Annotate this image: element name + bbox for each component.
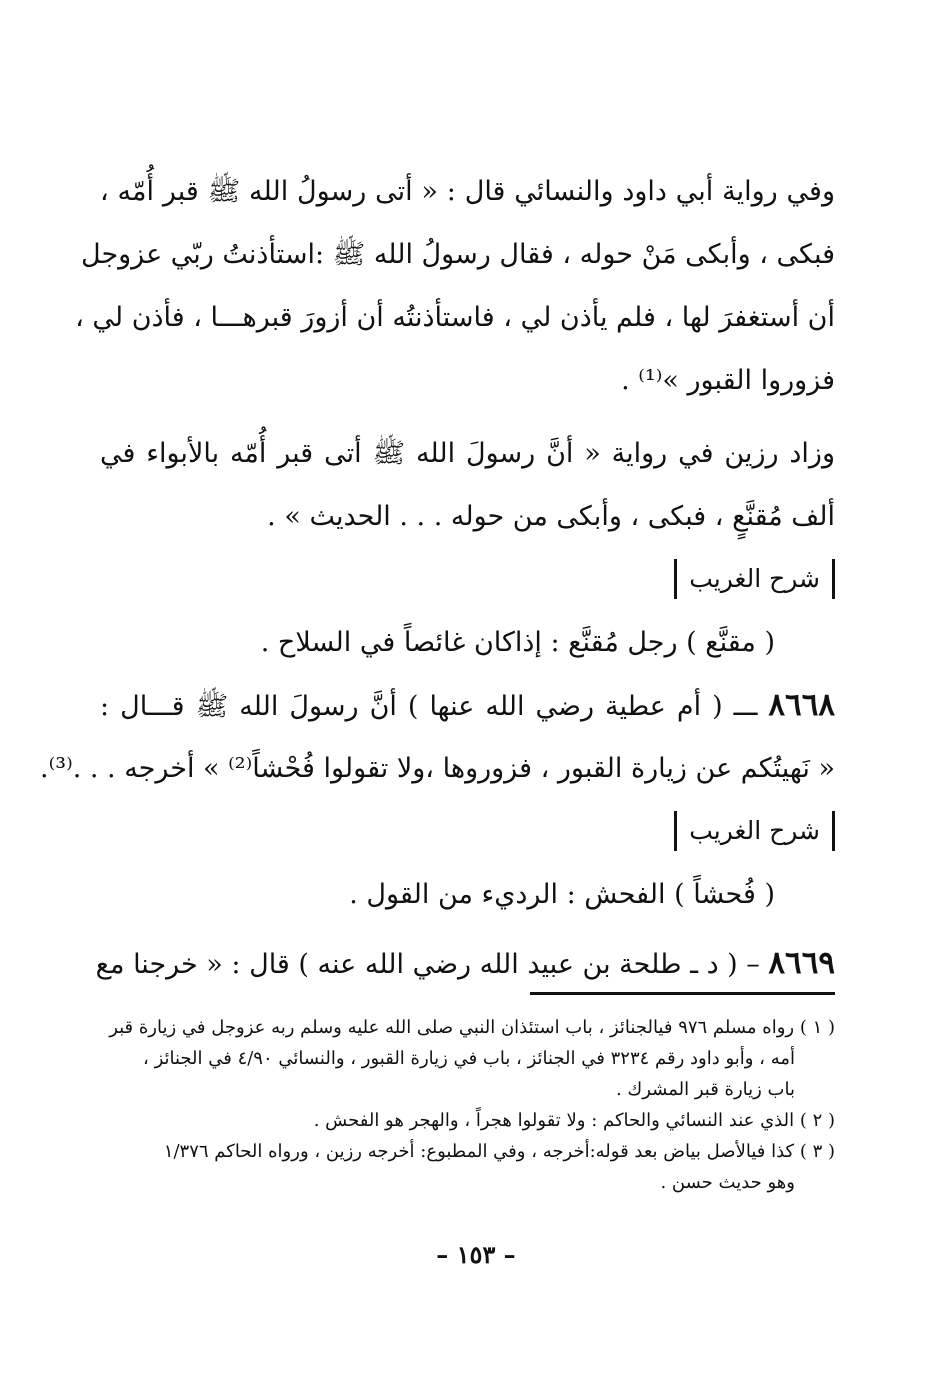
footnotes [100, 1012, 835, 1198]
gloss-line: ( مقنَّع ) رجل مُقنَّع : إذاكان غائصاً في السلاح . [260, 627, 775, 658]
footnote-rule [530, 992, 835, 995]
heading-label: شرح الغريب [674, 811, 835, 851]
footnote-3-line: وهو حديث حسن . [660, 1172, 795, 1193]
footnote-1-line: أمه ، وأبو داود رقم ٣٢٣٤ في الجنائز ، باب في زيارة القبور ، والنسائي ٤/٩٠ في الجنائز ، [143, 1048, 795, 1069]
hadith-8669-line [95, 932, 835, 995]
text-line: فبكى ، وأبكى مَنْ حوله ، فقال رسولُ الله ﷺ :استأذنتُ ربّي عزوجل [81, 239, 835, 270]
text-line: فزوروا القبور »⁽¹⁾ . [621, 365, 835, 396]
hadith-number: ٨٦٦٩ [768, 945, 835, 981]
section-heading [100, 800, 835, 863]
text-line: أن أستغفرَ لها ، فلم يأذن لي ، فاستأذنتُه أن أزورَ قبرهـــا ، فأذن لي ، [75, 302, 835, 333]
footnote-1-line: باب زيارة قبر المشرك . [615, 1079, 795, 1100]
hadith-number: ٨٦٦٨ [768, 687, 835, 723]
hadith-text: ـــ ( أم عطية رضي الله عنها ) أنَّ رسولَ الله ﷺ قـــال : [100, 691, 758, 722]
text-line: وزاد رزين في رواية « أنَّ رسولَ الله ﷺ أتى قبر أُمّه بالأبواء في [100, 438, 835, 469]
footnote-3-line: ( ٣ ) كذا فيالأصل بياض بعد قوله:أخرجه ، وفي المطبوع: أخرجه رزين ، ورواه الحاكم ١/٣٧٦ [163, 1141, 835, 1162]
text-line: « نَهيتُكم عن زيارة القبور ، فزوروها ،ولا تقولوا فُحْشاً⁽²⁾ » أخرجه . . .⁽³⁾. [40, 753, 835, 784]
gloss-line: ( فُحشاً ) الفحش : الرديء من القول . [349, 879, 775, 910]
hadith-text: – ( د ـ طلحة بن عبيد الله رضي الله عنه ) قال : « خرجنا مع [95, 949, 760, 980]
text-line: وفي رواية أبي داود والنسائي قال : « أتى رسولُ الله ﷺ قبر أُمّه ، [100, 176, 835, 207]
hadith-8668-line [100, 674, 835, 737]
main-text [40, 160, 835, 995]
page-number: – ١٥٣ – [436, 1240, 516, 1269]
footnote-2: ( ٢ ) الذي عند النسائي والحاكم : ولا تقولوا هجراً ، والهجر هو الفحش . [313, 1110, 835, 1131]
footnote-1-line: ( ١ ) رواه مسلم ٩٧٦ فيالجنائز ، باب استئذان النبي صلى الله عليه وسلم ربه عزوجل في زيارة قبر [109, 1017, 835, 1038]
heading-label: شرح الغريب [674, 559, 835, 599]
section-heading [100, 548, 835, 611]
text-line: ألف مُقنَّعٍ ، فبكى ، وأبكى من حوله . . . الحديث » . [267, 501, 835, 532]
